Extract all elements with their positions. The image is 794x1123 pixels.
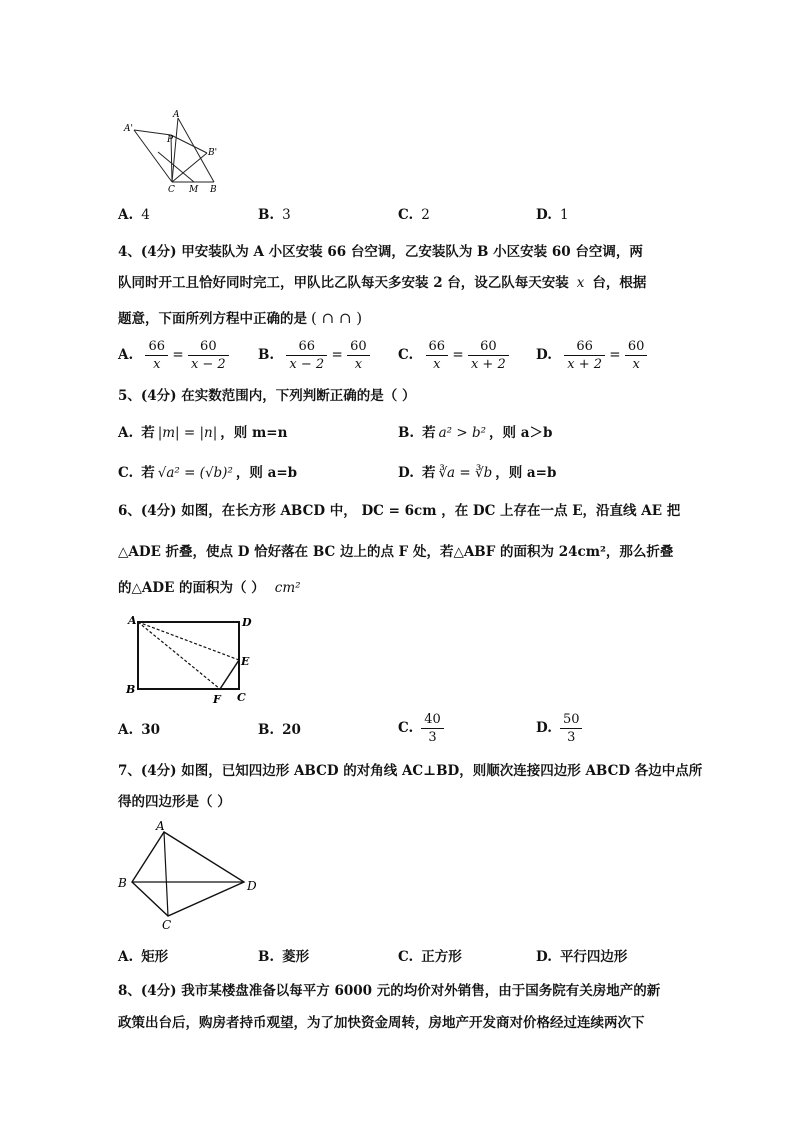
q6-option-d[interactable]: D. $\frac{50}{3}$ [536, 711, 582, 746]
label-c: C [168, 185, 175, 195]
q7-option-a[interactable]: A. 矩形 [118, 949, 169, 965]
q6-line-3: 的△ADE 的面积为（ ） cm² [118, 580, 301, 596]
q4-line-2: 队同时开工且恰好同时完工，甲队比乙队每天多安装 2 台，设乙队每天安装 x 台，根据 [118, 275, 647, 291]
q6-option-a[interactable]: A. 30 [118, 722, 160, 738]
q4-option-d[interactable]: D. $\frac{66}{x + 2}$ = $\frac{60}{x}$ [536, 338, 647, 373]
q4-option-c[interactable]: C. $\frac{66}{x}$ = $\frac{60}{x + 2}$ [398, 338, 509, 373]
label-a-prime: A' [124, 124, 133, 134]
q7-option-c[interactable]: C. 正方形 [398, 949, 462, 965]
svg-text:D: D [247, 879, 257, 893]
q5-option-d[interactable]: D. 若 ∛a = ∛b ，则 a=b [398, 465, 557, 481]
label-p: P [167, 135, 174, 145]
q6-option-c[interactable]: C. $\frac{40}{3}$ [398, 711, 444, 746]
q3-option-a[interactable]: A. 4 [118, 207, 150, 223]
q7-option-b[interactable]: B. 菱形 [258, 949, 310, 965]
q5-stem: 5、(4分) 在实数范围内，下列判断正确的是（ ） [118, 388, 416, 404]
svg-text:B: B [118, 876, 127, 890]
q4-line-3: 题意，下面所列方程中正确的是 ( ∩ ∩ ) [118, 309, 363, 327]
svg-text:C: C [162, 918, 172, 932]
label-a: A [173, 110, 180, 120]
svg-text:E: E [241, 655, 250, 668]
q5-option-c[interactable]: C. 若 √a² = (√b)² ，则 a=b [118, 465, 298, 481]
svg-text:D: D [242, 616, 252, 629]
q5-option-a[interactable]: A. 若 |m| = |n| ，则 m=n [118, 425, 288, 441]
q7-line-2: 得的四边形是（ ） [118, 794, 231, 810]
q4-line-1: 4、(4分) 甲安装队为 A 小区安装 66 台空调，乙安装队为 B 小区安装 60 台空调，两 [118, 244, 643, 260]
q3-option-b[interactable]: B. 3 [258, 207, 291, 223]
q3-option-d[interactable]: D. 1 [536, 207, 569, 223]
q8-line-1: 8、(4分) 我市某楼盘准备以每平方 6000 元的均价对外销售，由于国务院有关房地产的新 [118, 983, 661, 999]
rectangle-figure-q6 [124, 612, 254, 708]
svg-text:A: A [128, 614, 137, 627]
triangle-figure-q3 [118, 108, 234, 196]
svg-text:A: A [156, 819, 165, 833]
q4-option-b[interactable]: B. $\frac{66}{x - 2}$ = $\frac{60}{x}$ [258, 338, 370, 373]
q4-option-a[interactable]: A. $\frac{66}{x}$ = $\frac{60}{x - 2}$ [118, 338, 229, 373]
q5-option-b[interactable]: B. 若 a² > b² ，则 a＞b [398, 425, 553, 441]
svg-text:C: C [237, 691, 246, 704]
q6-line-2: △ADE 折叠，使点 D 恰好落在 BC 边上的点 F 处，若△ABF 的面积为 24cm²，那么折叠 [118, 544, 674, 560]
label-m: M [189, 185, 199, 195]
quadrilateral-figure-q7 [116, 818, 266, 932]
svg-text:B: B [126, 683, 136, 696]
label-b: B [210, 185, 217, 195]
q7-line-1: 7、(4分) 如图，已知四边形 ABCD 的对角线 AC⊥BD，则顺次连接四边形 ABCD 各边中点所 [118, 763, 703, 779]
q6-line-1: 6、(4分) 如图，在长方形 ABCD 中， DC = 6cm ，在 DC 上存在一点 E，沿直线 AE 把 [118, 503, 681, 519]
q3-option-c[interactable]: C. 2 [398, 207, 430, 223]
q6-option-b[interactable]: B. 20 [258, 722, 301, 738]
q7-option-d[interactable]: D. 平行四边形 [536, 949, 628, 965]
svg-text:F: F [213, 693, 221, 706]
label-b-prime: B' [208, 148, 218, 158]
q8-line-2: 政策出台后，购房者持币观望，为了加快资金周转，房地产开发商对价格经过连续两次下 [118, 1015, 645, 1031]
